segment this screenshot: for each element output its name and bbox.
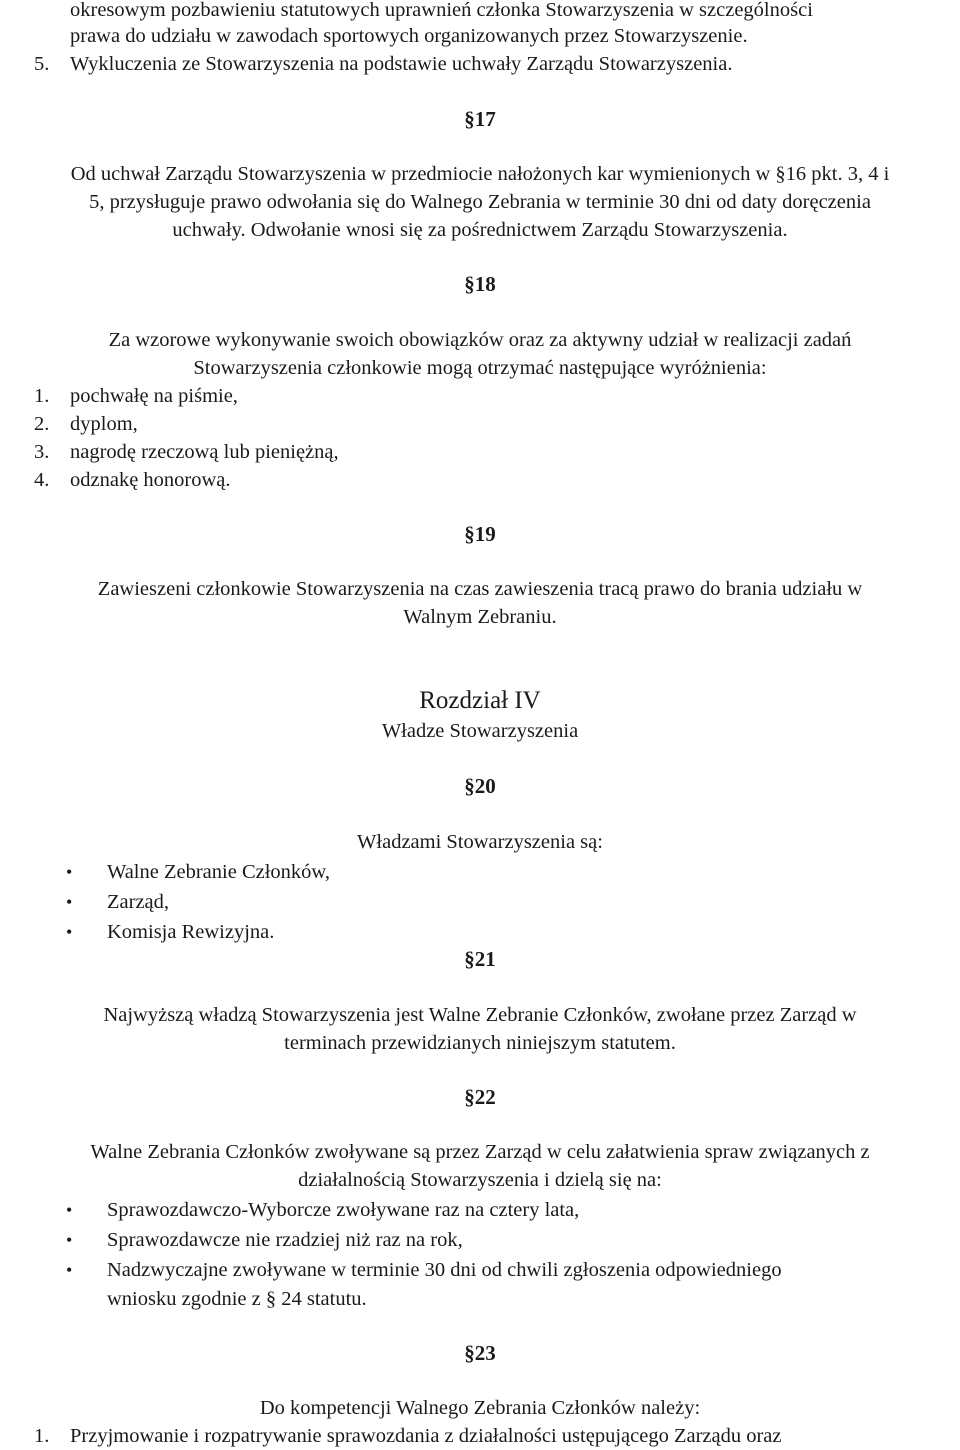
bullet-item: Sprawozdawcze nie rzadziej niż raz na rok, <box>107 1229 463 1251</box>
section-heading-18: §18 <box>464 272 496 296</box>
bullet-item-continuation: wniosku zgodnie z § 24 statutu. <box>107 1288 367 1310</box>
section-heading-21: §21 <box>464 947 496 971</box>
text-line: działalnością Stowarzyszenia i dzielą się na: <box>298 1169 662 1191</box>
bullet-item: Nadzwyczajne zwoływane w terminie 30 dni od chwili zgłoszenia odpowiedniego <box>107 1259 782 1281</box>
text-line: okresowym pozbawieniu statutowych uprawnień członka Stowarzyszenia w szczególności <box>70 0 813 21</box>
list-item-text: dyplom, <box>70 413 138 435</box>
text-line: Od uchwał Zarządu Stowarzyszenia w przedmiocie nałożonych kar wymienionych w §16 pkt. 3, 4 i <box>70 163 890 185</box>
text-line: Do kompetencji Walnego Zebrania Członków należy: <box>259 1397 701 1419</box>
bullet-icon: • <box>66 1230 73 1250</box>
section-heading-20: §20 <box>464 774 496 798</box>
bullet-item: Sprawozdawczo-Wyborcze zwoływane raz na cztery lata, <box>107 1199 580 1221</box>
list-item-text: pochwałę na piśmie, <box>70 385 238 407</box>
text-line: Stowarzyszenia członkowie mogą otrzymać następujące wyróżnienia: <box>193 357 767 379</box>
chapter-subtitle: Władze Stowarzyszenia <box>381 720 579 742</box>
bullet-icon: • <box>66 862 73 882</box>
section-heading-19: §19 <box>464 522 496 546</box>
text-line: Walne Zebrania Członków zwoływane są przez Zarząd w celu załatwienia spraw związanych z <box>90 1141 870 1163</box>
text-line: Za wzorowe wykonywanie swoich obowiązków oraz za aktywny udział w realizacji zadań <box>108 329 852 351</box>
text-line: Najwyższą władzą Stowarzyszenia jest Walne Zebranie Członków, zwołane przez Zarząd w <box>103 1004 857 1026</box>
list-item-text: nagrodę rzeczową lub pieniężną, <box>70 441 339 463</box>
bullet-icon: • <box>66 922 73 942</box>
list-item-text: odznakę honorową. <box>70 469 231 491</box>
bullet-icon: • <box>66 1200 73 1220</box>
bullet-item: Komisja Rewizyjna. <box>107 921 275 943</box>
text-line: Zawieszeni członkowie Stowarzyszenia na czas zawieszenia tracą prawo do brania udziału w <box>97 578 863 600</box>
text-line: prawa do udziału w zawodach sportowych organizowanych przez Stowarzyszenie. <box>70 25 748 47</box>
list-item-text: Wykluczenia ze Stowarzyszenia na podstawie uchwały Zarządu Stowarzyszenia. <box>70 53 733 75</box>
list-number: 4. <box>34 469 50 491</box>
section-heading-23: §23 <box>464 1341 496 1365</box>
bullet-icon: • <box>66 892 73 912</box>
list-item-text: Przyjmowanie i rozpatrywanie sprawozdania z działalności ustępującego Zarządu oraz <box>70 1425 782 1447</box>
text-line: 5, przysługuje prawo odwołania się do Walnego Zebrania w terminie 30 dni od daty doręczenia <box>89 191 871 213</box>
list-number: 2. <box>34 413 50 435</box>
list-number: 3. <box>34 441 50 463</box>
list-number: 1. <box>34 1425 50 1447</box>
bullet-item: Zarząd, <box>107 891 170 913</box>
text-line: Walnym Zebraniu. <box>403 606 557 628</box>
section-heading-22: §22 <box>464 1085 496 1109</box>
text-line: uchwały. Odwołanie wnosi się za pośrednictwem Zarządu Stowarzyszenia. <box>172 219 788 241</box>
section-heading-17: §17 <box>464 107 496 131</box>
list-number: 5. <box>34 53 50 75</box>
chapter-title: Rozdział IV <box>419 687 541 714</box>
list-number: 1. <box>34 385 50 407</box>
bullet-item: Walne Zebranie Członków, <box>107 861 331 883</box>
text-line: terminach przewidzianych niniejszym statutem. <box>284 1032 676 1054</box>
bullet-icon: • <box>66 1260 73 1280</box>
text-line: Władzami Stowarzyszenia są: <box>357 831 603 853</box>
